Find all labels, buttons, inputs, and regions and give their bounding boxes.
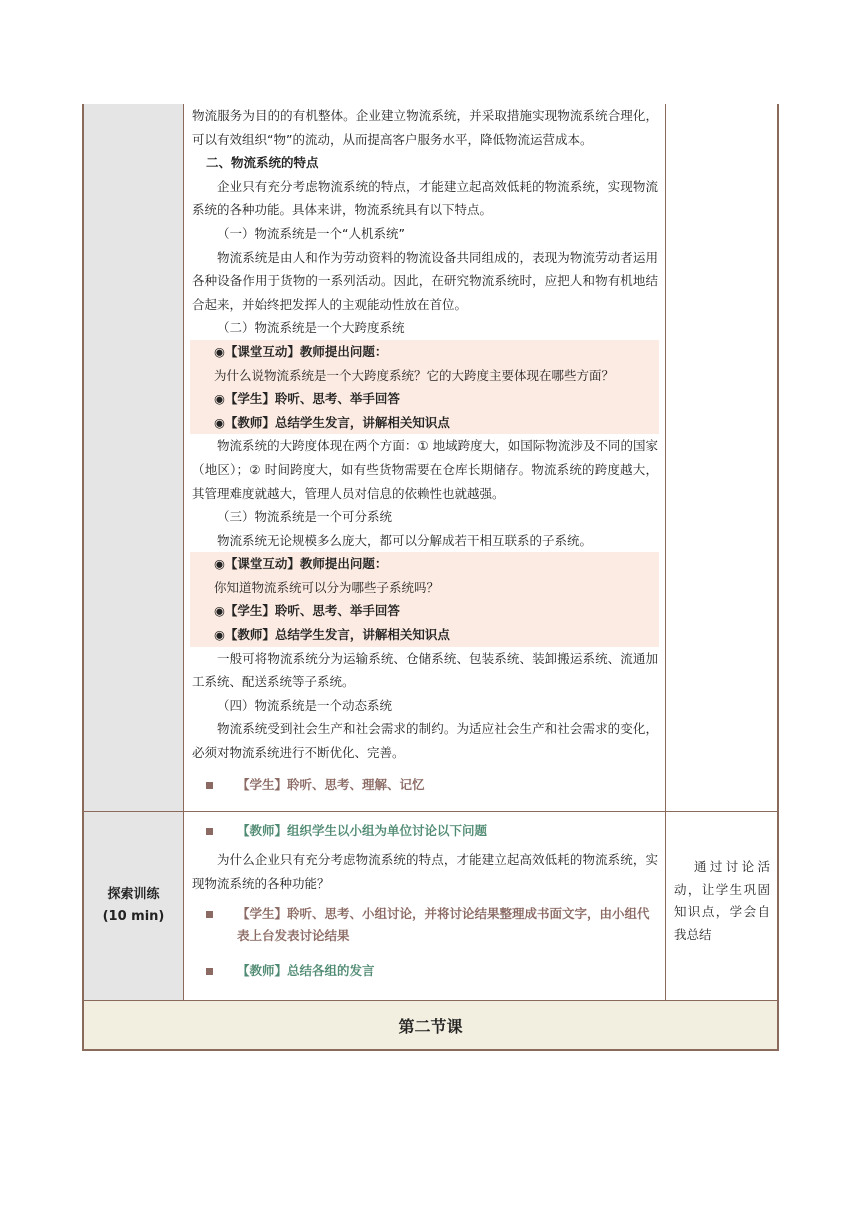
table-row-content xyxy=(82,104,779,812)
interaction-question: 为什么说物流系统是一个大跨度系统？它的大跨度主要体现在哪些方面？ xyxy=(214,367,615,383)
student-activity-text: 【学生】聆听、思考、理解、记忆 xyxy=(237,776,425,792)
notes-cell xyxy=(666,812,777,1000)
interaction-student: ◉【学生】聆听、思考、举手回答 xyxy=(214,391,400,407)
content-cell xyxy=(184,812,666,1000)
interaction-title: ◉【课堂互动】教师提出问题： xyxy=(214,343,388,359)
paragraph: 物流系统的大跨度体现在两个方面：① 地域跨度大，如国际物流涉及不同的国家（地区）；② 时间跨度大，如有些货物需要在仓库长期储存。物流系统的跨度越大，其管理难度就越大，管理人员对信息的依赖性也就越强。 xyxy=(192,438,658,501)
lesson-title: 第二节课 xyxy=(398,1016,463,1036)
subheading: （一）物流系统是一个“人机系统” xyxy=(217,225,405,241)
content-cell xyxy=(184,104,666,811)
paragraph: 物流系统是由人和作为劳动资料的物流设备共同组成的，表现为物流劳动者运用各种设备作用于货物的一系列活动。因此，在研究物流系统时，应把人和物有机地结合起来，并始终把发挥人的主观能动性放在首位。 xyxy=(192,249,658,312)
subheading: （二）物流系统是一个大跨度系统 xyxy=(217,320,405,336)
teacher-activity-text: 【教师】组织学生以小组为单位讨论以下问题 xyxy=(237,823,488,838)
notes-cell xyxy=(666,104,777,811)
section-label: 探索训练 xyxy=(107,887,160,902)
subheading: （三）物流系统是一个可分系统 xyxy=(217,509,393,525)
student-activity xyxy=(184,774,665,796)
teacher-activity-text: 【教师】总结各组的发言 xyxy=(237,963,375,979)
square-bullet-icon xyxy=(206,968,213,975)
student-activity-text: 【学生】聆听、思考、小组讨论，并将讨论结果整理成书面文字，由小组代表上台发表讨论结果 xyxy=(237,906,650,944)
interaction-question: 你知道物流系统可以分为哪些子系统吗？ xyxy=(214,579,440,595)
section-heading: 二、物流系统的特点 xyxy=(206,155,319,171)
paragraph: 一般可将物流系统分为运输系统、仓储系统、包装系统、装卸搬运系统、流通加工系统、配送系统等子系统。 xyxy=(192,650,658,690)
teacher-activity xyxy=(184,960,665,982)
student-activity xyxy=(184,903,665,947)
table-row-footer xyxy=(82,1001,779,1051)
duration-label: (10 min) xyxy=(102,909,165,924)
interaction-title: ◉【课堂互动】教师提出问题： xyxy=(214,556,388,572)
classroom-interaction-box xyxy=(190,552,659,646)
square-bullet-icon xyxy=(206,782,213,789)
paragraph: 物流系统受到社会生产和社会需求的制约。为适应社会生产和社会需求的变化，必须对物流系统进行不断优化、完善。 xyxy=(192,721,658,761)
subheading: （四）物流系统是一个动态系统 xyxy=(217,697,393,713)
left-label-cell xyxy=(84,812,184,1000)
lesson-plan-table xyxy=(82,104,779,1051)
square-bullet-icon xyxy=(206,911,213,918)
design-note: 通过讨论活动，让学生巩固知识点，学会自我总结 xyxy=(674,859,770,942)
teacher-activity xyxy=(184,820,665,842)
paragraph: 物流服务为目的的有机整体。企业建立物流系统，并采取措施实现物流系统合理化，可以有效组织“物”的流动，从而提高客户服务水平，降低物流运营成本。 xyxy=(192,108,658,147)
discussion-question: 为什么企业只有充分考虑物流系统的特点，才能建立起高效低耗的物流系统，实现物流系统的各种功能？ xyxy=(192,852,658,891)
interaction-teacher: ◉【教师】总结学生发言，讲解相关知识点 xyxy=(214,627,450,643)
square-bullet-icon xyxy=(206,828,213,835)
interaction-student: ◉【学生】聆听、思考、举手回答 xyxy=(214,603,400,619)
paragraph: 物流系统无论规模多么庞大，都可以分解成若干相互联系的子系统。 xyxy=(217,532,593,548)
paragraph: 企业只有充分考虑物流系统的特点，才能建立起高效低耗的物流系统，实现物流系统的各种功能。具体来讲，物流系统具有以下特点。 xyxy=(192,178,658,218)
classroom-interaction-box xyxy=(190,340,659,434)
interaction-teacher: ◉【教师】总结学生发言，讲解相关知识点 xyxy=(214,414,450,430)
left-label-cell xyxy=(84,104,184,811)
table-row-exploration xyxy=(82,812,779,1001)
